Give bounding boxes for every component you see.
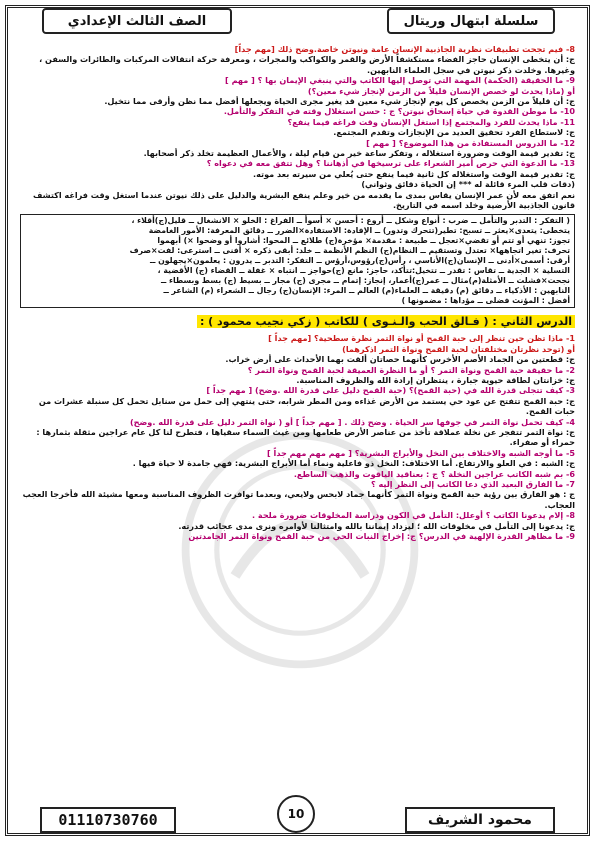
text-line: ج : هو الفارق بين رؤية حبة القمح ونواة التمر كأنهما جماد لابحس ولايعي، وبعدما توافرت الظروف المناسبة ومعها مشيئة الله فأخرجا العجب العجاب. [22,489,575,510]
lesson1-questions [20,44,575,211]
text-line: 3- كيف تتجلى قدرة الله في (حبة القمح)؟ (حبة القمح دليل على قدرة الله .وضح) [ مهم جداً ] [206,385,575,396]
text-line: ج: تقدير قيمة الوقت وضرورة استغلاله ، وتفكر ساعة خير من قيام ليلة ، والأعمال العظيمة تخلد ذكر أصحابها. [143,148,575,159]
text-line: (دقات قلب المرء قائلة له *** إن الحياة دقائق وثواني) [361,179,575,190]
text-line: 9- ما مظاهر القدرة الإلهية في الدرس؟ ج: إخراج النبات الحي من حبة القمح ونواة التمر الجامدتين [188,531,575,542]
text-line: يتخطى: يتعدى×يعثر ــ تسبح: تطير(تتحرك وتدور) ــ الإفادة: الاستفادة×الضرر ــ دقائق المعرفة: الأمور الغامضة [148,225,570,235]
text-line: 7- ما الفارق البعيد الذي دعا الكاتب إلى النظر إليه ؟ [370,479,575,490]
text-line: تحرف: تغير اتجاهها× تعتدل وتستقيم ــ النظام(ج) النظم الأنظمة ــ خلد: أبقى ذكره × أفنى ــ استرعى: لفت×صرف [129,245,570,255]
text-line: ج: لاستطاع الفرد تحقيق العديد من الإنجازات وتقدم المجتمع. [333,127,575,138]
text-line: ج: يدعونا إلى التأمل في مخلوقات الله ؛ ليزداد إيماننا بالله وامتثالنا لأوامره ونرى مدى عجائب قدرته. [178,520,575,531]
text-line: ج: أن يتخطى الإنسان حاجز الفضاء مستكشفاً الأرض والقمر والكواكب والمجرات ، ومعرفة حركة انتقالات المركبات والطائرات والسفن ، وغيرها. وخلدت ذكر نيوتن في سجل العلماء النابهين. [39,54,575,75]
text-line: 2- ما حقيقة حبة القمح ونواة التمر ؟ أو ما النظرة العميقة لحبة القمح ونواة التمر ؟ [247,364,575,375]
text-line: 8- إلام يدعونا الكاتب ؟ أوعلل: التأمل في الكون ودراسة المخلوقات ضرورة ملحة . [252,510,575,521]
author-name: محمود الشريف [405,807,555,833]
phone-number: 01110730760 [40,807,176,833]
text-line: النابهين : الأذكياء ــ دقائق (م) دقيقة ــ العلماء(م) العالم ــ المرء: الإنسان(ج) رجال ــ الشعراء (م) الشاعر ــ [163,286,570,296]
text-line: ج: تقدير قيمة الوقت واستغلاله كل ثانية فيما ينفع حتى يُعلي من سيرته بعد موته. [253,168,575,179]
text-line: ج: قطعتين من الجماد الأصم الأخرس كأنهما حصاتان ألقت بهما الأحداث على أرض خراب. [225,354,575,365]
text-line: 8- فيم تجحت تطبيقات نظرية الجاذبية الإنسان عامة ونيوتن خاصة.وضح ذلك [مهم جداً] [234,44,575,54]
text-line: 12- ما الدروس المستفادة من هذا الموضوع؟ [ مهم ] [366,137,575,148]
text-line: 10- ما موطن القدوة في حياة إسحاق نيوتن؟ ج : حسن استغلال وقته في التفكر والتأمل. [223,106,575,117]
text-line: ج: خزانتان لطاقة حيوية جبارة ، ينتظران إرادة الله والظروف المناسبة. [296,374,575,385]
text-line: 13- ما الدعوة التي حرص أمير الشعراء على ترسيخها في أذهاننا ؟ وهل تتفق معه في دعواه ؟ [206,158,575,169]
lesson2-title [20,314,575,330]
text-line: 1- ماذا تظن حين تنظر إلى حبة القمح أو نواة التمر نظرة سطحية؟ [مهم جداً ] [268,333,575,344]
text-line: تجوز: تنهي أو تتم أو تقضي×تعجل ــ طبيعة : مقدمة× مؤخرة(ج) طلائع ــ المحوا: أشاروا أو وضحوا ×) أبهموا [157,235,570,245]
text-line: أو (توحد نظرتان مختلفتان لحبة القمح ونواة التمر اذكرهما) [342,343,575,354]
content-body [20,44,575,541]
text-line: نجحت×فشلت ــ الأمثلة(م)مثال ــ عمر(ج)أعمار، إنجاز: إتمام ــ مجرى (ج) مجار ــ بسيط (ج) بسط وبسطاء ــ [160,276,570,286]
text-line: أفضل : المؤنث فضلى ــ مؤداها : مضمونها ) [401,296,570,306]
text-line: نعم اتفق معه لأن عمر الإنسان يقاس بمدى ما يقدمه من خير وعلم ينفع البشرية والدليل على ذلك نيوتن عندما استغل وقت فراغه اكتشف قانون الجاذبية الأرضية وخلد اسمه في التاريخ. [32,189,575,211]
text-line: ج: حبة القمح تتفتح عن عود حي يستمد من الأرض غذاءه ومن المطر شرابه، حتى ينتهي إلى حمل من سنابل تحمل كل سنبلة عشرات من حبات القمح. [38,395,575,417]
series-title-header: سلسلة ابتهال وريتال [387,8,555,34]
lesson2-title-text: الدرس الثاني : ( فـالق الحب والـنـوى ) للكاتب ( زكي نجيب محمود ) : [197,315,575,328]
text-line: 9- ما الحقيقة (الحكمة) المهمة التي توصل إليها الكاتب والتي ينبغي الإيمان بها ؟ [ مهم ] [225,75,575,86]
text-line: 6- بم شبه الكاتب عراجين النخلة ؟ ج : بعناقيد الياقوت والذهب الساطع. [293,468,575,479]
text-line: ج: أن قليلاً من الزمن يخصص كل يوم لإنجاز شيء معين قد يغير مجرى الحياة ويجعلها أفضل مما نظن وأرقى مما نتخيل. [104,96,575,107]
vocabulary-box [20,214,575,309]
text-line: ج: نواة التمر تتفجر عن نخلة عملاقة تأخذ من عناصر الأرض طعامها ومن غيث السماء سقياها ، فتطرح لنا كل عام عراجين مثقلة بثمارها : حمراء أو صفراء. [36,427,575,448]
text-line: أرقى: أسمى×أدنى ــ الإنسان(ج)الأناسي ، رأس(ج)رؤوس،أرؤس ــ التفكر: التدبر ــ يدرون : يعلمون×يجهلون ــ [150,255,570,265]
text-line: 11- ماذا يحدث للفرد والمجتمع إذا استغل الإنسان وقت فراغه فيما ينفع؟ [287,116,575,127]
text-line: أو (ماذا يحدث لو خصص الإنسان قليلاً من الزمن لإنجاز شيء معين؟) [307,85,575,96]
text-line: ( التفكر : التدبر والتأمل ــ ضرب : أنواع وشكل ــ أروع : أحسن × أسوأ ــ الفراغ : الخلو × الانشغال ــ قليل(ج)أقلاء ، [131,215,570,225]
text-line: 4- كيف تحمل نواة التمر في جوفها سر الحياة . وضح ذلك . [ مهم جداً ] أو ( نواة التمر دليل على قدرة الله .وضح) [129,416,575,427]
page-number: 10 [277,795,315,833]
text-line: 5- ما أوجه الشبه والاختلاف بين النخل والأبراج البشرية؟ [ مهم مهم مهم جداً ] [267,447,575,458]
lesson2-questions [20,333,575,541]
grade-header: الصف الثالث الإعدادي [42,8,232,34]
text-line: ج: الشبه : في العلو والارتفاع. أما الاختلاف: النخل ذو فاعلية ونماء أما الأبراج البشرية: فهي جامدة لا حياة فيها . [132,458,575,469]
text-line: التسلية × الجدية ــ تقاس : تقدر ــ تتخيل:تتأكد، حاجز: مانع (ج)حواجز ــ انتباه × غفلة ــ القضاء (ج) الأقضية ، [157,265,570,275]
